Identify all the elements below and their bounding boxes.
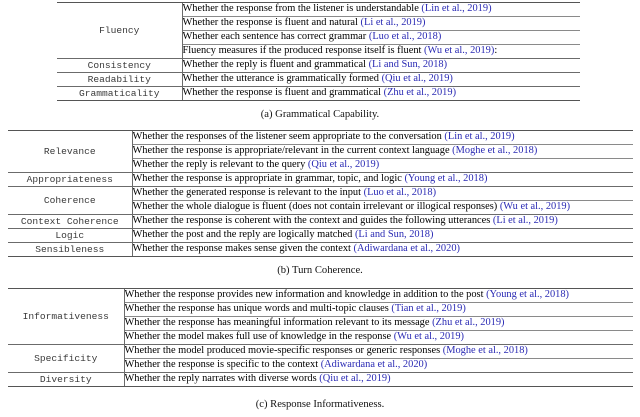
citation-link[interactable]: (Li and Sun, 2018) xyxy=(368,59,448,71)
citation-link[interactable]: (Qiu et al., 2019) xyxy=(307,159,380,171)
criterion-description xyxy=(132,131,633,145)
citation-link[interactable]: (Li et al., 2019) xyxy=(492,215,558,227)
criterion-description xyxy=(182,45,580,59)
table-b-body xyxy=(8,131,633,257)
table-row xyxy=(57,59,580,73)
criterion-description xyxy=(124,303,633,317)
criterion-text: Whether the whole dialogue is fluent (does not contain irrelevant or illogical responses) xyxy=(132,201,500,213)
table-row xyxy=(8,215,633,229)
citation-link[interactable]: (Wu et al., 2019) xyxy=(499,201,571,213)
aspect-label: Relevance xyxy=(8,131,132,173)
citation-link[interactable]: (Tian et al., 2019) xyxy=(391,303,466,315)
criterion-description xyxy=(182,87,580,101)
table-row xyxy=(8,131,633,145)
citation-link[interactable]: (Moghe et al., 2018) xyxy=(442,345,528,357)
table-row xyxy=(8,243,633,257)
aspect-label: Readability xyxy=(57,73,182,87)
criterion-text: Whether the reply is fluent and grammatical xyxy=(182,59,369,71)
criterion-text: Whether the response is coherent with the context and guides the following utterances xyxy=(132,215,493,227)
criterion-description xyxy=(182,3,580,17)
criterion-description xyxy=(132,159,633,173)
citation-link[interactable]: (Li et al., 2019) xyxy=(360,17,426,29)
aspect-label: Consistency xyxy=(57,59,182,73)
citation-link[interactable]: (Luo et al., 2018) xyxy=(368,31,442,43)
criterion-text: Whether the responses of the listener seem appropriate to the conversation xyxy=(132,131,445,143)
table-row xyxy=(8,187,633,201)
aspect-label: Coherence xyxy=(8,187,132,215)
citation-link[interactable]: (Moghe et al., 2018) xyxy=(452,145,538,157)
table-grammatical-capability xyxy=(57,2,580,101)
aspect-label: Sensibleness xyxy=(8,243,132,257)
citation-link[interactable]: (Wu et al., 2019) xyxy=(424,45,495,57)
criterion-text: Whether the response is specific to the context xyxy=(124,359,321,371)
criterion-text: Fluency measures if the produced response itself is fluent xyxy=(182,45,425,57)
citation-link[interactable]: (Qiu et al., 2019) xyxy=(381,73,453,85)
criterion-description xyxy=(132,215,633,229)
criterion-text: Whether the model produced movie-specific responses or generic responses xyxy=(124,345,443,357)
criterion-text: Whether the reply narrates with diverse words xyxy=(124,373,320,385)
aspect-label: Appropriateness xyxy=(8,173,132,187)
aspect-label: Informativeness xyxy=(8,289,124,345)
criterion-text: Whether the post and the reply are logically matched xyxy=(132,229,355,241)
criterion-description xyxy=(124,345,633,359)
aspect-label: Context Coherence xyxy=(8,215,132,229)
criterion-description xyxy=(182,59,580,73)
table-row xyxy=(8,229,633,243)
aspect-label: Fluency xyxy=(57,3,182,59)
table-row xyxy=(57,73,580,87)
criterion-description xyxy=(182,31,580,45)
criterion-description xyxy=(124,317,633,331)
table-row xyxy=(8,345,633,359)
citation-link[interactable]: (Qiu et al., 2019) xyxy=(319,373,391,385)
criterion-text: Whether the response provides new information and knowledge in addition to the post xyxy=(124,289,487,301)
criterion-description xyxy=(132,173,633,187)
criterion-description xyxy=(132,243,633,257)
citation-link[interactable]: (Luo et al., 2018) xyxy=(363,187,437,199)
criterion-text: Whether the response is appropriate/relevant in the current context language xyxy=(132,145,453,157)
criterion-description xyxy=(182,17,580,31)
table-row xyxy=(8,173,633,187)
criterion-text: Whether the response from the listener is understandable xyxy=(182,3,422,15)
citation-link[interactable]: (Zhu et al., 2019) xyxy=(432,317,505,329)
criterion-text: Whether each sentence has correct grammar xyxy=(182,31,369,43)
caption-table-c: (c) Response Informativeness. xyxy=(255,399,385,410)
aspect-label: Diversity xyxy=(8,373,124,387)
citation-link[interactable]: (Li and Sun, 2018) xyxy=(354,229,434,241)
table-turn-coherence xyxy=(8,130,633,257)
citation-link[interactable]: (Young et al., 2018) xyxy=(404,173,488,185)
criterion-text: Whether the reply is relevant to the query xyxy=(132,159,308,171)
aspect-label: Logic xyxy=(8,229,132,243)
criterion-text: Whether the response is fluent and natural xyxy=(182,17,361,29)
criterion-text: Whether the response has meaningful information relevant to its message xyxy=(124,317,433,329)
aspect-label: Grammaticality xyxy=(57,87,182,101)
table-a-body xyxy=(57,3,580,101)
caption-table-a: (a) Grammatical Capability. xyxy=(260,109,380,120)
criterion-text: Whether the response is appropriate in grammar, topic, and logic xyxy=(132,173,405,185)
citation-link[interactable]: (Adiwardana et al., 2020) xyxy=(320,359,428,371)
criterion-description xyxy=(124,359,633,373)
aspect-label: Specificity xyxy=(8,345,124,373)
citation-link[interactable]: (Lin et al., 2019) xyxy=(444,131,515,143)
criterion-description xyxy=(124,331,633,345)
criterion-description xyxy=(132,187,633,201)
criterion-description xyxy=(124,373,633,387)
criterion-text: Whether the response is fluent and grammatical xyxy=(182,87,384,99)
table-row xyxy=(8,289,633,303)
criterion-text: Whether the utterance is grammatically formed xyxy=(182,73,382,85)
criterion-text: Whether the response has unique words and multi-topic clauses xyxy=(124,303,392,315)
criterion-description xyxy=(132,145,633,159)
caption-table-b: (b) Turn Coherence. xyxy=(277,265,363,276)
table-response-informativeness xyxy=(8,288,633,387)
citation-link[interactable]: (Young et al., 2018) xyxy=(486,289,570,301)
criterion-text: Whether the generated response is relevant to the input xyxy=(132,187,364,199)
citation-link[interactable]: (Adiwardana et al., 2020) xyxy=(353,243,460,255)
criterion-description xyxy=(124,289,633,303)
criterion-text: Whether the response makes sense given the context xyxy=(132,243,354,255)
criterion-description xyxy=(132,229,633,243)
citation-link[interactable]: (Zhu et al., 2019) xyxy=(383,87,457,99)
table-row xyxy=(57,3,580,17)
table-row xyxy=(57,87,580,101)
table-c-body xyxy=(8,289,633,387)
criterion-tail: : xyxy=(494,45,498,57)
criterion-description xyxy=(132,201,633,215)
criterion-text: Whether the model makes full use of knowledge in the response xyxy=(124,331,394,343)
citation-link[interactable]: (Lin et al., 2019) xyxy=(421,3,492,15)
criterion-description xyxy=(182,73,580,87)
table-row xyxy=(8,373,633,387)
citation-link[interactable]: (Wu et al., 2019) xyxy=(393,331,464,343)
